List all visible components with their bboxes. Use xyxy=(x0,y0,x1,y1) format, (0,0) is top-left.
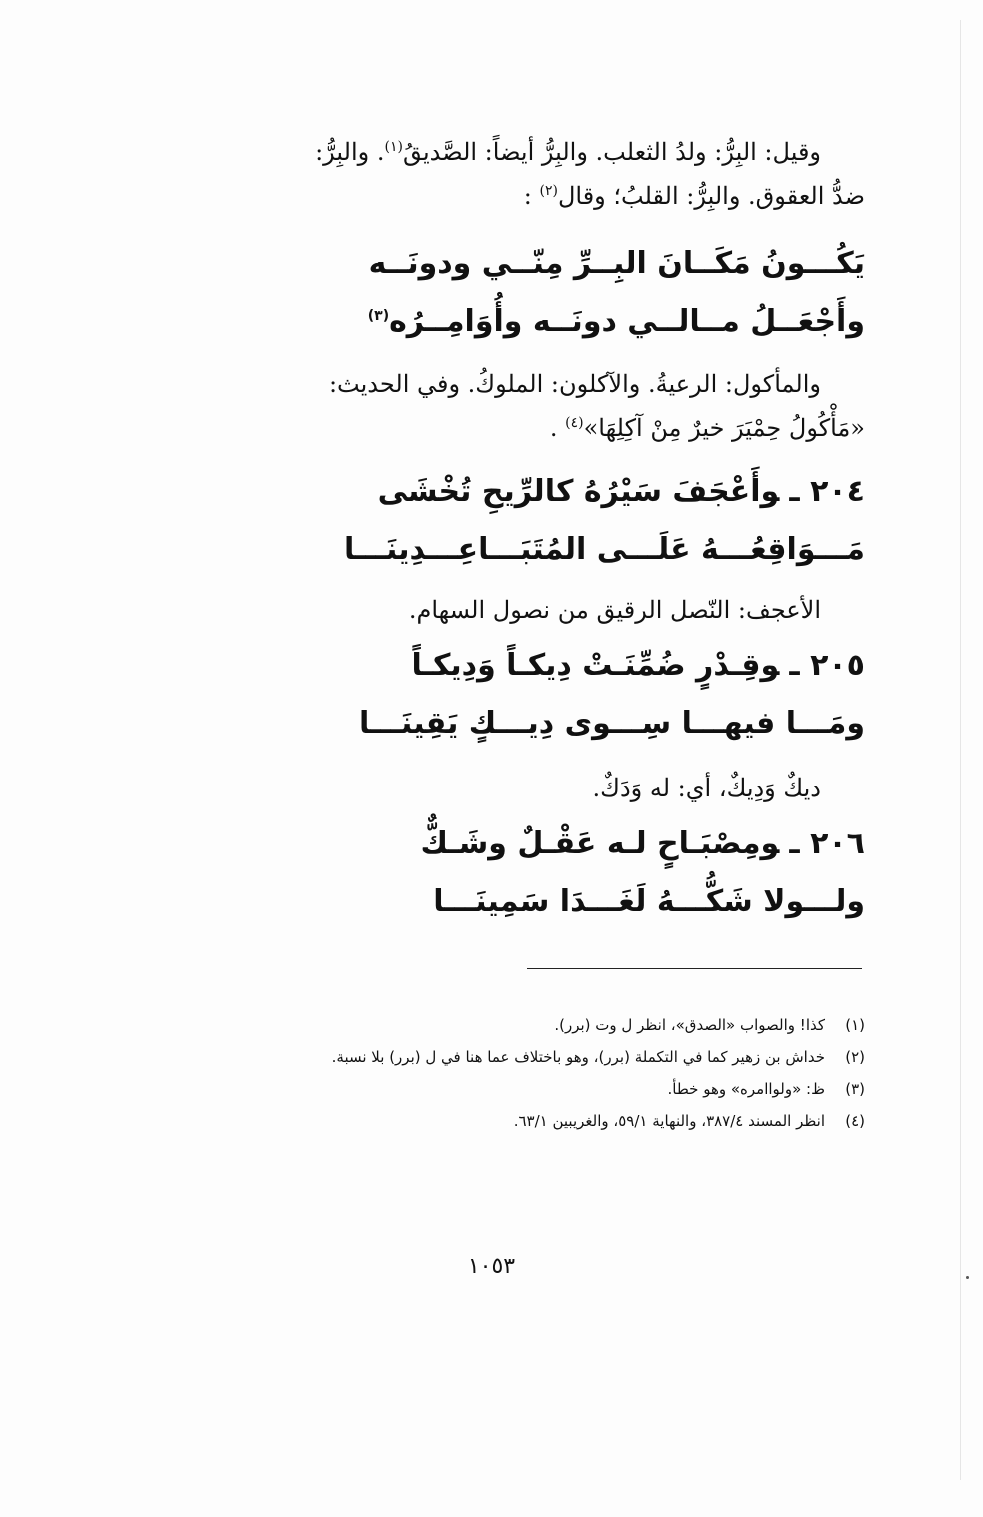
paragraph-line xyxy=(165,174,865,218)
footnote-ref-4[interactable]: (٤) xyxy=(565,415,584,431)
verse-line-1: يَكُـــونُ مَكَــانَ البِــرِّ مِنّــي ودونَــه xyxy=(368,246,865,281)
gloss-line: ديكٌ وَدِيكٌ، أي: له وَدَكٌ. xyxy=(592,774,821,802)
footnote-number: (٤) xyxy=(845,1112,865,1130)
footnote-text: خداش بن زهير كما في التكملة (برر)، وهو باختلاف عما هنا في ل (برر) بلا نسبة. xyxy=(331,1048,825,1066)
verse-number: ٢٠٦ ـ xyxy=(789,826,865,861)
footnote-item xyxy=(165,1012,865,1038)
footnote-text: ظ: «ولواامره» وهو خطأ. xyxy=(667,1080,825,1098)
verse-line-2: ولـــولا شَكُّـــهُ لَغَـــدَا سَمِينَـــا xyxy=(433,884,865,919)
verse-line-2: مَـــوَاقِعُـــهُ عَلَـــى المُتَبَـــاعِـــدِينَـــا xyxy=(343,532,865,567)
paragraph-makul xyxy=(165,362,865,450)
hadith-quote: «مَأْكُولُ حِمْيَرَ خيرٌ مِنْ آكِلِهَا» xyxy=(583,414,865,442)
footnote-number: (٢) xyxy=(845,1048,865,1066)
verse-number: ٢٠٤ ـ xyxy=(789,474,865,509)
paragraph-birr-definitions xyxy=(165,130,865,218)
footnote-ref-3[interactable]: (٣) xyxy=(367,308,390,324)
verse-line-1 xyxy=(165,642,865,690)
footnote-separator xyxy=(527,968,862,969)
gloss-205 xyxy=(165,766,865,810)
text-run: . xyxy=(549,414,558,442)
paragraph-line xyxy=(165,130,865,174)
footnote-item xyxy=(165,1108,865,1134)
footnote-item xyxy=(165,1044,865,1070)
text-run: . والبِرُّ: xyxy=(315,138,385,166)
verse-birr xyxy=(165,240,865,346)
footnote-ref-2[interactable]: (٢) xyxy=(539,183,558,199)
verse-205 xyxy=(165,642,865,748)
text-run: وأَجْعَــلُ مــالــي دونَــه وأُوَامِــرُه xyxy=(389,304,865,339)
footnote-item xyxy=(165,1076,865,1102)
verse-line-2: ومَـــا فيهـــا سِـــوى دِيـــكٍ يَقِينَـــا xyxy=(358,706,865,741)
text-run: ومِصْبَـاحٍ لـه عَقْـلٌ وشَـكٌّ xyxy=(420,826,780,861)
paragraph-line xyxy=(165,406,865,450)
verse-line-2 xyxy=(165,298,865,346)
text-run: وقيل: البِرُّ: ولدُ الثعلب. والبِرُّ أيضاً: الصَّديقُ xyxy=(402,138,821,166)
text-run: وقِـدْرٍ ضُمِّنَـتْ دِيكـاً وَدِيكـاً xyxy=(411,648,780,683)
footnote-number: (٣) xyxy=(845,1080,865,1098)
footnote-text: كذا! والصواب «الصدق»، انظر ل وت (برر). xyxy=(554,1016,825,1034)
text-run: ضدُّ العقوق. والبِرُّ: القلبُ؛ وقال xyxy=(557,182,865,210)
footnotes xyxy=(165,1012,865,1140)
text-run: وأَعْجَفَ سَيْرُهُ كالرِّيحِ تُخْشَى xyxy=(377,474,780,509)
verse-number: ٢٠٥ ـ xyxy=(789,648,865,683)
text-run: : xyxy=(523,182,532,210)
gloss-204 xyxy=(165,588,865,632)
footnote-number: (١) xyxy=(845,1016,865,1034)
gloss-line: الأعجف: النّصل الرقيق من نصول السهام. xyxy=(408,596,821,624)
paragraph-line: والمأكول: الرعيةُ. والآكلون: الملوكُ. وفي الحديث: xyxy=(328,370,821,398)
verse-line-1 xyxy=(165,820,865,868)
footnote-text: انظر المسند ٣٨٧/٤، والنهاية ٥٩/١، والغريبين ٦٣/١. xyxy=(513,1112,825,1130)
footnote-ref-1[interactable]: (١) xyxy=(384,139,403,155)
verse-line-1 xyxy=(165,468,865,516)
verse-204 xyxy=(165,468,865,574)
page-number: ١٠٥٣ xyxy=(467,1254,516,1279)
scan-speck xyxy=(966,1276,969,1279)
verse-206 xyxy=(165,820,865,926)
